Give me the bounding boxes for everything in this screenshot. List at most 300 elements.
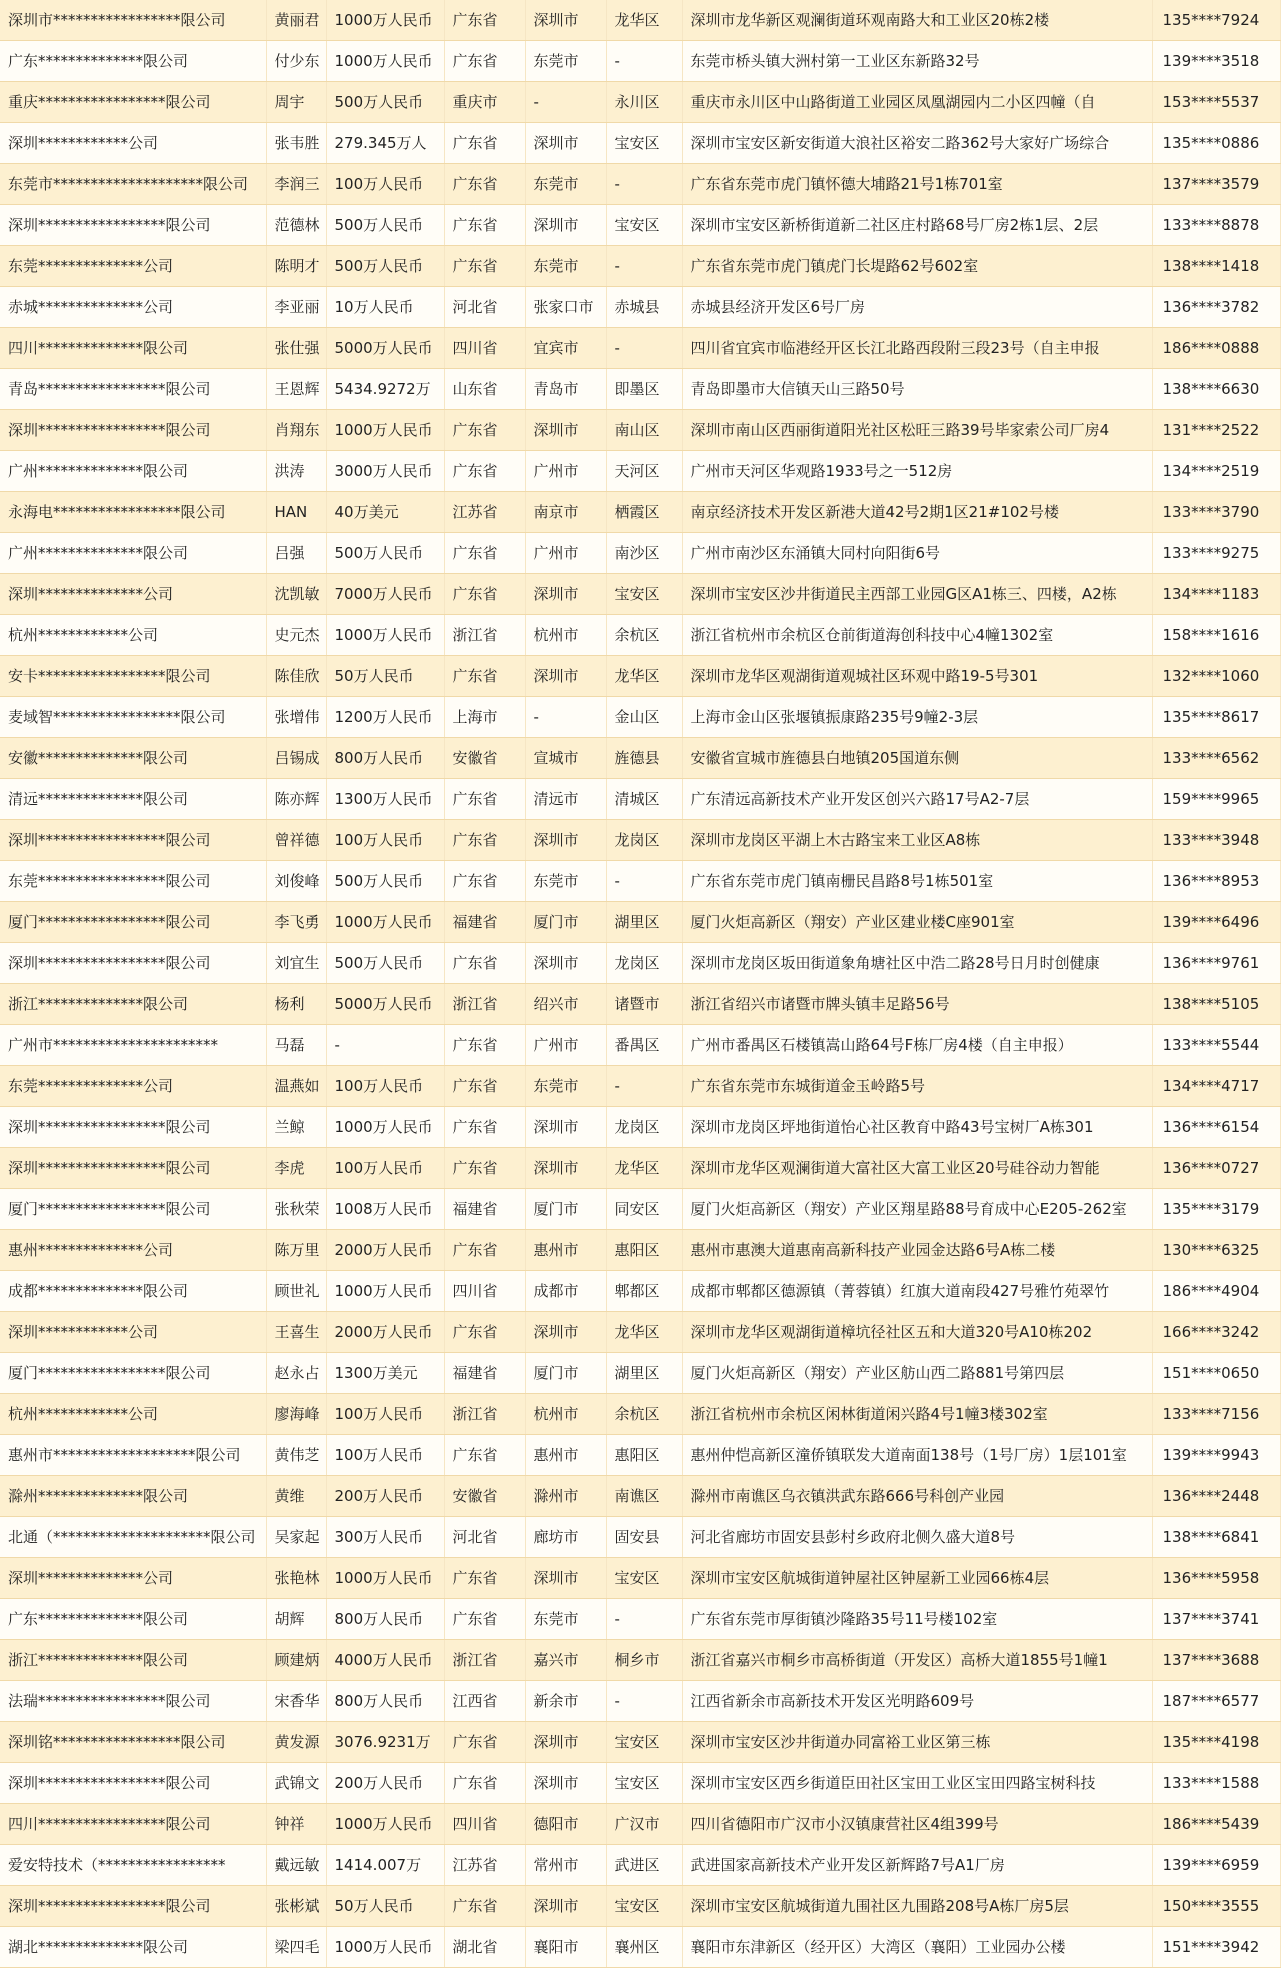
province-cell: 广东省 [444, 451, 525, 492]
city-cell: 深圳市 [525, 1886, 606, 1927]
district-cell: 湖里区 [606, 1353, 682, 1394]
legal-rep-cell: 吕锡成 [266, 738, 326, 779]
phone-cell: 136****6154 [1152, 1107, 1280, 1148]
city-cell: 宣城市 [525, 738, 606, 779]
table-row [0, 1927, 1280, 1968]
capital-cell: 1008万人民币 [326, 1189, 444, 1230]
legal-rep-cell: 王喜生 [266, 1312, 326, 1353]
district-cell: 栖霞区 [606, 492, 682, 533]
city-cell: 深圳市 [525, 1558, 606, 1599]
district-cell: 广汉市 [606, 1804, 682, 1845]
address-cell: 深圳市宝安区沙井街道民主西部工业园G区A1栋三、四楼，A2栋 [682, 574, 1152, 615]
capital-cell: 50万人民币 [326, 656, 444, 697]
capital-cell: 1000万人民币 [326, 1804, 444, 1845]
legal-rep-cell: 吕强 [266, 533, 326, 574]
phone-cell: 186****5439 [1152, 1804, 1280, 1845]
address-cell: 广东省东莞市虎门镇南栅民昌路8号1栋501室 [682, 861, 1152, 902]
company-cell: 深圳**************公司 [0, 574, 266, 615]
company-cell: 滁州**************限公司 [0, 1476, 266, 1517]
capital-cell: 500万人民币 [326, 205, 444, 246]
district-cell: 龙华区 [606, 656, 682, 697]
company-cell: 永海电*****************限公司 [0, 492, 266, 533]
province-cell: 福建省 [444, 1189, 525, 1230]
province-cell: 上海市 [444, 697, 525, 738]
province-cell: 广东省 [444, 246, 525, 287]
province-cell: 广东省 [444, 41, 525, 82]
phone-cell: 135****4198 [1152, 1722, 1280, 1763]
table-row [0, 1845, 1280, 1886]
province-cell: 四川省 [444, 328, 525, 369]
district-cell: 湖里区 [606, 902, 682, 943]
company-cell: 北通（*********************限公司 [0, 1517, 266, 1558]
company-cell: 青岛*****************限公司 [0, 369, 266, 410]
table-row [0, 1558, 1280, 1599]
district-cell: 余杭区 [606, 1394, 682, 1435]
phone-cell: 186****4904 [1152, 1271, 1280, 1312]
phone-cell: 133****9275 [1152, 533, 1280, 574]
province-cell: 安徽省 [444, 738, 525, 779]
province-cell: 广东省 [444, 1107, 525, 1148]
legal-rep-cell: 张增伟 [266, 697, 326, 738]
district-cell: 宝安区 [606, 123, 682, 164]
table-row [0, 1640, 1280, 1681]
table-row [0, 738, 1280, 779]
legal-rep-cell: 陈明才 [266, 246, 326, 287]
table-row [0, 1394, 1280, 1435]
province-cell: 安徽省 [444, 1476, 525, 1517]
company-cell: 法瑞*****************限公司 [0, 1681, 266, 1722]
city-cell: 广州市 [525, 1025, 606, 1066]
city-cell: 襄阳市 [525, 1927, 606, 1968]
table-row [0, 369, 1280, 410]
phone-cell: 133****8878 [1152, 205, 1280, 246]
city-cell: 德阳市 [525, 1804, 606, 1845]
phone-cell: 139****6496 [1152, 902, 1280, 943]
district-cell: 清城区 [606, 779, 682, 820]
legal-rep-cell: 付少东 [266, 41, 326, 82]
address-cell: 重庆市永川区中山路街道工业园区凤凰湖园内二小区四幢（自 [682, 82, 1152, 123]
legal-rep-cell: 廖海峰 [266, 1394, 326, 1435]
phone-cell: 135****3179 [1152, 1189, 1280, 1230]
capital-cell: 1000万人民币 [326, 1271, 444, 1312]
company-cell: 广东**************限公司 [0, 41, 266, 82]
legal-rep-cell: 李飞勇 [266, 902, 326, 943]
phone-cell: 138****6841 [1152, 1517, 1280, 1558]
phone-cell: 135****7924 [1152, 0, 1280, 41]
capital-cell: 800万人民币 [326, 738, 444, 779]
legal-rep-cell: 顾世礼 [266, 1271, 326, 1312]
district-cell: 金山区 [606, 697, 682, 738]
legal-rep-cell: 黄维 [266, 1476, 326, 1517]
company-cell: 赤城**************公司 [0, 287, 266, 328]
table-row [0, 287, 1280, 328]
table-row [0, 1312, 1280, 1353]
city-cell: 东莞市 [525, 1599, 606, 1640]
city-cell: 宜宾市 [525, 328, 606, 369]
address-cell: 上海市金山区张堰镇振康路235号9幢2-3层 [682, 697, 1152, 738]
legal-rep-cell: 张韦胜 [266, 123, 326, 164]
district-cell: 南谯区 [606, 1476, 682, 1517]
capital-cell: 1000万人民币 [326, 1558, 444, 1599]
table-row [0, 1886, 1280, 1927]
phone-cell: 133****3948 [1152, 820, 1280, 861]
province-cell: 广东省 [444, 1148, 525, 1189]
city-cell: 深圳市 [525, 574, 606, 615]
district-cell: 诸暨市 [606, 984, 682, 1025]
capital-cell: 100万人民币 [326, 1148, 444, 1189]
phone-cell: 135****8617 [1152, 697, 1280, 738]
province-cell: 四川省 [444, 1804, 525, 1845]
capital-cell: 1000万人民币 [326, 902, 444, 943]
capital-cell: 5000万人民币 [326, 984, 444, 1025]
table-row [0, 205, 1280, 246]
legal-rep-cell: 梁四毛 [266, 1927, 326, 1968]
phone-cell: 133****3790 [1152, 492, 1280, 533]
address-cell: 深圳市龙岗区坂田街道象角塘社区中浩二路28号日月时创健康 [682, 943, 1152, 984]
city-cell: - [525, 697, 606, 738]
table-row [0, 943, 1280, 984]
city-cell: 深圳市 [525, 1107, 606, 1148]
capital-cell: 4000万人民币 [326, 1640, 444, 1681]
capital-cell: 1000万人民币 [326, 1107, 444, 1148]
capital-cell: 200万人民币 [326, 1763, 444, 1804]
city-cell: 绍兴市 [525, 984, 606, 1025]
province-cell: 广东省 [444, 1312, 525, 1353]
table-row [0, 0, 1280, 41]
table-row [0, 1804, 1280, 1845]
district-cell: - [606, 1681, 682, 1722]
capital-cell: 40万美元 [326, 492, 444, 533]
address-cell: 浙江省绍兴市诸暨市牌头镇丰足路56号 [682, 984, 1152, 1025]
address-cell: 广东省东莞市东城街道金玉岭路5号 [682, 1066, 1152, 1107]
district-cell: - [606, 246, 682, 287]
phone-cell: 153****5537 [1152, 82, 1280, 123]
city-cell: 深圳市 [525, 410, 606, 451]
company-cell: 厦门*****************限公司 [0, 1353, 266, 1394]
city-cell: 杭州市 [525, 615, 606, 656]
legal-rep-cell: 杨利 [266, 984, 326, 1025]
legal-rep-cell: 王恩辉 [266, 369, 326, 410]
legal-rep-cell: 李亚丽 [266, 287, 326, 328]
phone-cell: 136****9761 [1152, 943, 1280, 984]
city-cell: 清远市 [525, 779, 606, 820]
legal-rep-cell: 周宇 [266, 82, 326, 123]
city-cell: 深圳市 [525, 943, 606, 984]
table-row [0, 1230, 1280, 1271]
capital-cell: 1000万人民币 [326, 1927, 444, 1968]
city-cell: 张家口市 [525, 287, 606, 328]
address-cell: 惠州仲恺高新区潼侨镇联发大道南面138号（1号厂房）1层101室 [682, 1435, 1152, 1476]
phone-cell: 187****6577 [1152, 1681, 1280, 1722]
company-cell: 深圳*****************限公司 [0, 205, 266, 246]
table-row [0, 1271, 1280, 1312]
company-cell: 深圳*****************限公司 [0, 1107, 266, 1148]
city-cell: 东莞市 [525, 41, 606, 82]
province-cell: 广东省 [444, 1599, 525, 1640]
district-cell: 南山区 [606, 410, 682, 451]
province-cell: 广东省 [444, 123, 525, 164]
phone-cell: 137****3579 [1152, 164, 1280, 205]
capital-cell: - [326, 1025, 444, 1066]
district-cell: 番禺区 [606, 1025, 682, 1066]
province-cell: 广东省 [444, 0, 525, 41]
city-cell: 深圳市 [525, 205, 606, 246]
district-cell: 宝安区 [606, 1722, 682, 1763]
phone-cell: 137****3741 [1152, 1599, 1280, 1640]
table-row [0, 820, 1280, 861]
address-cell: 深圳市龙岗区坪地街道怡心社区教育中路43号宝树厂A栋301 [682, 1107, 1152, 1148]
table-row [0, 656, 1280, 697]
company-cell: 东莞市********************限公司 [0, 164, 266, 205]
capital-cell: 1000万人民币 [326, 41, 444, 82]
province-cell: 广东省 [444, 533, 525, 574]
table-row [0, 984, 1280, 1025]
table-row [0, 615, 1280, 656]
capital-cell: 5000万人民币 [326, 328, 444, 369]
company-cell: 深圳*****************限公司 [0, 1148, 266, 1189]
city-cell: - [525, 82, 606, 123]
company-cell: 安徽**************限公司 [0, 738, 266, 779]
city-cell: 东莞市 [525, 1066, 606, 1107]
legal-rep-cell: 曾祥德 [266, 820, 326, 861]
city-cell: 惠州市 [525, 1435, 606, 1476]
city-cell: 常州市 [525, 1845, 606, 1886]
table-row [0, 451, 1280, 492]
address-cell: 浙江省杭州市余杭区闲林街道闲兴路4号1幢3楼302室 [682, 1394, 1152, 1435]
table-row [0, 41, 1280, 82]
company-cell: 重庆*****************限公司 [0, 82, 266, 123]
legal-rep-cell: HAN [266, 492, 326, 533]
company-cell: 安卡*****************限公司 [0, 656, 266, 697]
province-cell: 浙江省 [444, 984, 525, 1025]
province-cell: 广东省 [444, 164, 525, 205]
company-cell: 浙江**************限公司 [0, 984, 266, 1025]
company-cell: 爱安特技术（***************** [0, 1845, 266, 1886]
province-cell: 广东省 [444, 205, 525, 246]
company-cell: 深圳*****************限公司 [0, 820, 266, 861]
legal-rep-cell: 黄伟芝 [266, 1435, 326, 1476]
address-cell: 四川省宜宾市临港经开区长江北路西段附三段23号（自主申报 [682, 328, 1152, 369]
phone-cell: 139****6959 [1152, 1845, 1280, 1886]
address-cell: 成都市郫都区德源镇（菁蓉镇）红旗大道南段427号雅竹苑翠竹 [682, 1271, 1152, 1312]
city-cell: 成都市 [525, 1271, 606, 1312]
address-cell: 武进国家高新技术产业开发区新辉路7号A1厂房 [682, 1845, 1152, 1886]
district-cell: 即墨区 [606, 369, 682, 410]
district-cell: - [606, 328, 682, 369]
province-cell: 四川省 [444, 1271, 525, 1312]
company-cell: 惠州市*******************限公司 [0, 1435, 266, 1476]
address-cell: 深圳市宝安区航城街道九围社区九围路208号A栋厂房5层 [682, 1886, 1152, 1927]
table-row [0, 1681, 1280, 1722]
district-cell: 桐乡市 [606, 1640, 682, 1681]
address-cell: 深圳市龙华区观湖街道观城社区环观中路19-5号301 [682, 656, 1152, 697]
company-cell: 四川*****************限公司 [0, 1804, 266, 1845]
capital-cell: 279.345万人 [326, 123, 444, 164]
capital-cell: 3000万人民币 [326, 451, 444, 492]
capital-cell: 800万人民币 [326, 1599, 444, 1640]
district-cell: 郫都区 [606, 1271, 682, 1312]
address-cell: 惠州市惠澳大道惠南高新科技产业园金达路6号A栋二楼 [682, 1230, 1152, 1271]
legal-rep-cell: 黄丽君 [266, 0, 326, 41]
phone-cell: 133****6562 [1152, 738, 1280, 779]
phone-cell: 139****9943 [1152, 1435, 1280, 1476]
legal-rep-cell: 肖翔东 [266, 410, 326, 451]
legal-rep-cell: 顾建炳 [266, 1640, 326, 1681]
table-row [0, 1435, 1280, 1476]
province-cell: 福建省 [444, 1353, 525, 1394]
district-cell: - [606, 1599, 682, 1640]
address-cell: 深圳市宝安区西乡街道臣田社区宝田工业区宝田四路宝树科技 [682, 1763, 1152, 1804]
phone-cell: 136****0727 [1152, 1148, 1280, 1189]
city-cell: 深圳市 [525, 1763, 606, 1804]
legal-rep-cell: 张仕强 [266, 328, 326, 369]
legal-rep-cell: 张艳林 [266, 1558, 326, 1599]
table-row [0, 779, 1280, 820]
company-cell: 麦域智*****************限公司 [0, 697, 266, 738]
province-cell: 浙江省 [444, 1640, 525, 1681]
company-cell: 厦门*****************限公司 [0, 1189, 266, 1230]
capital-cell: 500万人民币 [326, 533, 444, 574]
district-cell: 永川区 [606, 82, 682, 123]
table-row [0, 861, 1280, 902]
legal-rep-cell: 史元杰 [266, 615, 326, 656]
district-cell: 龙岗区 [606, 820, 682, 861]
province-cell: 浙江省 [444, 1394, 525, 1435]
company-cell: 深圳*****************限公司 [0, 410, 266, 451]
district-cell: 龙岗区 [606, 1107, 682, 1148]
capital-cell: 3076.9231万 [326, 1722, 444, 1763]
province-cell: 广东省 [444, 410, 525, 451]
capital-cell: 300万人民币 [326, 1517, 444, 1558]
district-cell: 武进区 [606, 1845, 682, 1886]
company-cell: 深圳*****************限公司 [0, 1886, 266, 1927]
city-cell: 青岛市 [525, 369, 606, 410]
province-cell: 广东省 [444, 861, 525, 902]
table-row [0, 123, 1280, 164]
company-cell: 浙江**************限公司 [0, 1640, 266, 1681]
district-cell: 龙岗区 [606, 943, 682, 984]
city-cell: 新余市 [525, 1681, 606, 1722]
phone-cell: 133****5544 [1152, 1025, 1280, 1066]
province-cell: 山东省 [444, 369, 525, 410]
table-row [0, 82, 1280, 123]
capital-cell: 1200万人民币 [326, 697, 444, 738]
capital-cell: 100万人民币 [326, 1435, 444, 1476]
company-cell: 惠州**************公司 [0, 1230, 266, 1271]
province-cell: 广东省 [444, 943, 525, 984]
company-cell: 广东**************限公司 [0, 1599, 266, 1640]
province-cell: 广东省 [444, 1763, 525, 1804]
company-cell: 深圳**************公司 [0, 1558, 266, 1599]
address-cell: 深圳市龙华新区观澜街道环观南路大和工业区20栋2楼 [682, 0, 1152, 41]
table-row [0, 1599, 1280, 1640]
city-cell: 深圳市 [525, 1148, 606, 1189]
province-cell: 广东省 [444, 656, 525, 697]
address-cell: 广东清远高新技术产业开发区创兴六路17号A2-7层 [682, 779, 1152, 820]
city-cell: 东莞市 [525, 164, 606, 205]
district-cell: 宝安区 [606, 1763, 682, 1804]
legal-rep-cell: 温燕如 [266, 1066, 326, 1107]
district-cell: 宝安区 [606, 1558, 682, 1599]
phone-cell: 136****8953 [1152, 861, 1280, 902]
phone-cell: 151****0650 [1152, 1353, 1280, 1394]
company-cell: 深圳*****************限公司 [0, 943, 266, 984]
city-cell: 廊坊市 [525, 1517, 606, 1558]
city-cell: 深圳市 [525, 820, 606, 861]
address-cell: 浙江省杭州市余杭区仓前街道海创科技中心4幢1302室 [682, 615, 1152, 656]
phone-cell: 137****3688 [1152, 1640, 1280, 1681]
city-cell: 深圳市 [525, 1722, 606, 1763]
province-cell: 广东省 [444, 574, 525, 615]
district-cell: 宝安区 [606, 1886, 682, 1927]
phone-cell: 134****2519 [1152, 451, 1280, 492]
legal-rep-cell: 钟祥 [266, 1804, 326, 1845]
table-row [0, 1763, 1280, 1804]
capital-cell: 100万人民币 [326, 820, 444, 861]
address-cell: 深圳市南山区西丽街道阳光社区松旺三路39号毕家索公司厂房4 [682, 410, 1152, 451]
district-cell: 宝安区 [606, 205, 682, 246]
capital-cell: 7000万人民币 [326, 574, 444, 615]
legal-rep-cell: 沈凯敏 [266, 574, 326, 615]
district-cell: 同安区 [606, 1189, 682, 1230]
phone-cell: 158****1616 [1152, 615, 1280, 656]
province-cell: 湖北省 [444, 1927, 525, 1968]
phone-cell: 139****3518 [1152, 41, 1280, 82]
capital-cell: 5434.9272万 [326, 369, 444, 410]
company-cell: 深圳铭*****************限公司 [0, 1722, 266, 1763]
phone-cell: 166****3242 [1152, 1312, 1280, 1353]
city-cell: 深圳市 [525, 656, 606, 697]
city-cell: 厦门市 [525, 902, 606, 943]
legal-rep-cell: 兰鲸 [266, 1107, 326, 1148]
phone-cell: 136****2448 [1152, 1476, 1280, 1517]
capital-cell: 100万人民币 [326, 1066, 444, 1107]
capital-cell: 10万人民币 [326, 287, 444, 328]
company-cell: 深圳************公司 [0, 1312, 266, 1353]
district-cell: 天河区 [606, 451, 682, 492]
address-cell: 深圳市宝安区沙井街道办同富裕工业区第三栋 [682, 1722, 1152, 1763]
legal-rep-cell: 宋香华 [266, 1681, 326, 1722]
province-cell: 广东省 [444, 1025, 525, 1066]
capital-cell: 500万人民币 [326, 861, 444, 902]
district-cell: 固安县 [606, 1517, 682, 1558]
district-cell: 龙华区 [606, 1312, 682, 1353]
company-cell: 厦门*****************限公司 [0, 902, 266, 943]
table-row [0, 328, 1280, 369]
district-cell: 余杭区 [606, 615, 682, 656]
table-row [0, 1476, 1280, 1517]
legal-rep-cell: 黄发源 [266, 1722, 326, 1763]
capital-cell: 500万人民币 [326, 82, 444, 123]
address-cell: 广州市番禺区石楼镇嵩山路64号F栋厂房4楼（自主申报） [682, 1025, 1152, 1066]
province-cell: 福建省 [444, 902, 525, 943]
capital-cell: 1000万人民币 [326, 0, 444, 41]
city-cell: 深圳市 [525, 1312, 606, 1353]
legal-rep-cell: 刘宜生 [266, 943, 326, 984]
legal-rep-cell: 陈亦辉 [266, 779, 326, 820]
district-cell: 襄州区 [606, 1927, 682, 1968]
company-cell: 杭州************公司 [0, 615, 266, 656]
table-row [0, 1025, 1280, 1066]
address-cell: 广东省东莞市虎门镇怀德大埔路21号1栋701室 [682, 164, 1152, 205]
company-cell: 四川**************限公司 [0, 328, 266, 369]
district-cell: 惠阳区 [606, 1230, 682, 1271]
company-cell: 清远**************限公司 [0, 779, 266, 820]
table-row [0, 533, 1280, 574]
phone-cell: 133****1588 [1152, 1763, 1280, 1804]
province-cell: 广东省 [444, 1230, 525, 1271]
address-cell: 广州市南沙区东涌镇大同村向阳街6号 [682, 533, 1152, 574]
